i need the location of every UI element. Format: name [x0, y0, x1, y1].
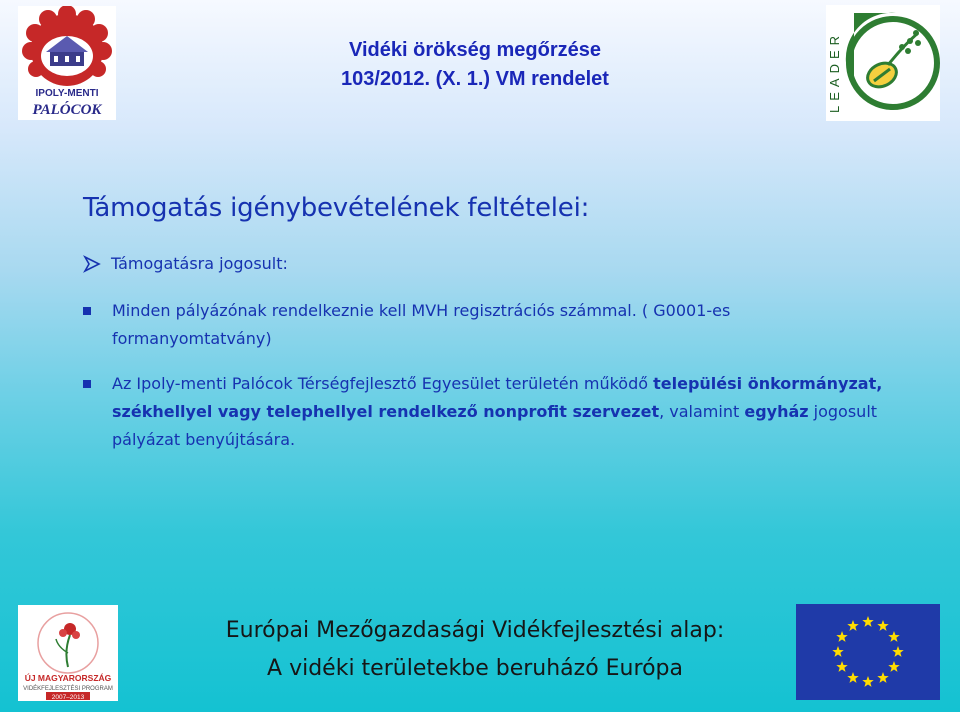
bullet-text-part2: , valamint [659, 402, 745, 421]
eu-star-icon [888, 661, 899, 672]
eu-star-icon [836, 661, 847, 672]
eu-flag-logo [796, 604, 940, 700]
eu-star-icon [877, 672, 888, 683]
eu-star-icon [847, 620, 858, 631]
footer-title [160, 612, 790, 688]
eu-star-icon [862, 616, 873, 627]
bullet-text: Minden pályázónak rendelkeznie kell MVH regisztrációs számmal. ( G0001-es formanyomtatvány) [112, 301, 731, 348]
footer-line-1: Európai Mezőgazdasági Vidékfejlesztési alap: [225, 618, 725, 643]
umvp-logo-line3: 2007–2013 [51, 694, 85, 701]
eu-star-icon [888, 631, 899, 642]
ipoly-menti-palocok-logo [18, 6, 116, 120]
eu-star-icon [832, 646, 843, 657]
eu-star-icon [877, 620, 888, 631]
leader-logo [826, 5, 940, 121]
bullet-text-bold1: települési önkormányzat, székhellyel vagy telephellyel rendelkező nonprofit szervezet [112, 374, 883, 421]
arrow-bullet-icon [83, 255, 101, 273]
bullet-text [112, 370, 883, 454]
eu-star-icon [847, 672, 858, 683]
bullet-text-bold2: egyház [744, 402, 809, 421]
umvp-logo-graphic [18, 605, 118, 701]
header-line-1: Vidéki örökség megőrzése [349, 39, 601, 61]
subheading-label: Támogatásra jogosult: [111, 254, 288, 273]
leader-logo-graphic [826, 5, 940, 121]
ipoly-logo-graphic [18, 6, 116, 120]
square-bullet-icon [83, 380, 91, 388]
bullet-text-part1: Az Ipoly-menti Palócok Térségfejlesztő Egyesület területén működő [112, 374, 654, 393]
footer-line-2: A vidéki területekbe beruházó Európa [267, 656, 683, 681]
section-title: Támogatás igénybevételének feltételei: [83, 193, 590, 223]
ipoly-logo-line2: PALÓCOK [32, 102, 102, 118]
umvp-logo-line1: ÚJ MAGYARORSZÁG [24, 673, 112, 683]
eu-star-icon [862, 676, 873, 687]
ipoly-logo-line1: IPOLY-MENTI [35, 88, 99, 99]
square-bullet-icon [83, 307, 91, 315]
umvp-logo-line2: VIDÉKFEJLESZTÉSI PROGRAM [23, 686, 113, 692]
header-line-2: 103/2012. (X. 1.) VM rendelet [341, 68, 609, 90]
eu-stars-flag-icon [796, 604, 940, 700]
eu-star-icon [892, 646, 903, 657]
uj-magyarorszag-logo [18, 605, 118, 701]
bullet-item-registration [83, 297, 883, 353]
subheading-row [83, 254, 288, 273]
bullet-text-part3: jogosult pályázat benyújtására. [112, 402, 878, 449]
eu-star-icon [836, 631, 847, 642]
header-title [240, 36, 710, 94]
leader-logo-text: LEADER [827, 30, 842, 113]
bullet-item-eligibility [83, 370, 883, 454]
